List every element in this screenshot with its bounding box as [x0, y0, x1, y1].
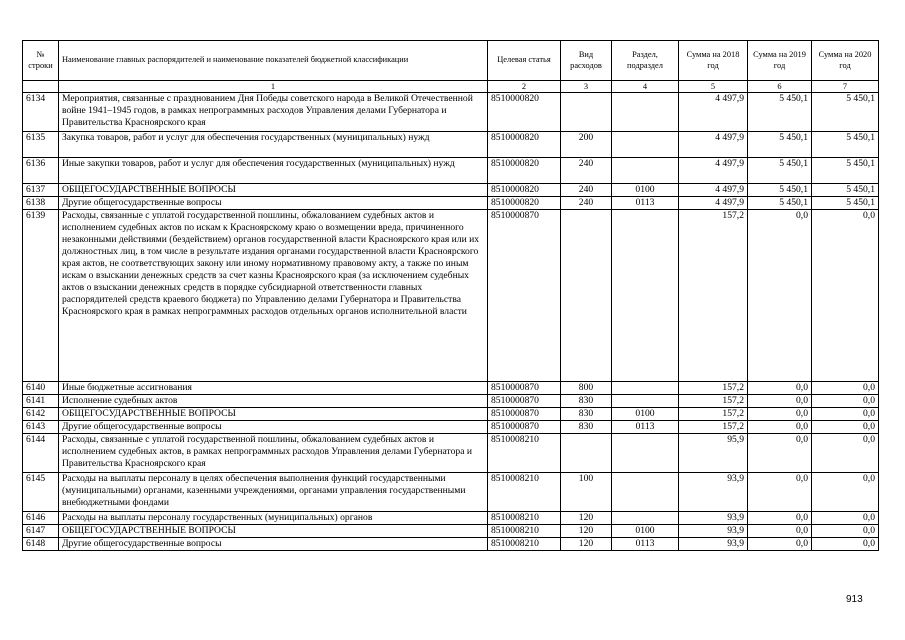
column-number: 7: [812, 81, 879, 93]
column-number: [23, 81, 59, 93]
table-row: [23, 408, 879, 421]
expense-type-cell: 830: [561, 395, 612, 408]
section-cell: [612, 512, 679, 525]
sum-2020-cell: 0,0: [812, 408, 879, 421]
row-name-cell: ОБЩЕГОСУДАРСТВЕННЫЕ ВОПРОСЫ: [59, 525, 488, 538]
target-article-cell: 8510008210: [488, 434, 561, 473]
sum-2020-cell: 0,0: [812, 421, 879, 434]
table-row: [23, 210, 879, 382]
sum-2018-cell: 4 497,9: [679, 158, 748, 184]
table-row: [23, 158, 879, 184]
row-number-cell: 6146: [23, 512, 59, 525]
target-article-cell: 8510008210: [488, 525, 561, 538]
target-article-cell: 8510000870: [488, 210, 561, 382]
table-row: [23, 434, 879, 473]
header-sum-2020: Сумма на 2020 год: [812, 41, 879, 81]
expense-type-cell: 200: [561, 132, 612, 158]
row-number-cell: 6140: [23, 382, 59, 395]
expense-type-cell: 120: [561, 525, 612, 538]
target-article-cell: 8510000820: [488, 132, 561, 158]
row-name-cell: Расходы, связанные с уплатой государственной пошлины, обжалованием судебных актов и исполнением судебных актов по искам к Красноярскому краю о возмещении вреда, причиненного незаконными действиями (бездействием) органов государственной власти Красноярского края или их должностных лиц, в том числе в результате издания органами государственной власти Красноярского края актов, не соответствующих закону или иному нормативному правовому акту, а также по иным искам о взыскании денежных средств за счет казны Красноярского края (за исключением судебных актов о взыскании денежных средств в порядке субсидиарной ответственности главных распорядителей средств краевого бюджета) по Управлению делами Губернатора и Правительства Красноярского края в рамках непрограммных расходов отдельных органов исполнительной власти: [59, 210, 488, 382]
target-article-cell: 8510008210: [488, 473, 561, 512]
section-cell: [612, 93, 679, 132]
row-number-cell: 6139: [23, 210, 59, 382]
row-name-cell: Иные закупки товаров, работ и услуг для обеспечения государственных (муниципальных) нужд: [59, 158, 488, 184]
section-cell: 0113: [612, 538, 679, 551]
sum-2020-cell: 5 450,1: [812, 93, 879, 132]
row-name-cell: Расходы на выплаты персоналу государственных (муниципальных) органов: [59, 512, 488, 525]
sum-2020-cell: 0,0: [812, 210, 879, 382]
expense-type-cell: 120: [561, 538, 612, 551]
sum-2019-cell: 0,0: [748, 395, 812, 408]
sum-2019-cell: 0,0: [748, 408, 812, 421]
section-cell: 0113: [612, 421, 679, 434]
sum-2020-cell: 0,0: [812, 382, 879, 395]
table-row: [23, 473, 879, 512]
section-cell: [612, 434, 679, 473]
sum-2018-cell: 4 497,9: [679, 197, 748, 210]
row-number-cell: 6143: [23, 421, 59, 434]
target-article-cell: 8510008210: [488, 512, 561, 525]
expense-type-cell: 240: [561, 184, 612, 197]
row-name-cell: Другие общегосударственные вопросы: [59, 421, 488, 434]
column-number: 5: [679, 81, 748, 93]
sum-2019-cell: 5 450,1: [748, 93, 812, 132]
header-name: Наименование главных распорядителей и наименование показателей бюджетной классификации: [59, 41, 488, 81]
row-name-cell: ОБЩЕГОСУДАРСТВЕННЫЕ ВОПРОСЫ: [59, 408, 488, 421]
sum-2018-cell: 93,9: [679, 538, 748, 551]
sum-2019-cell: 5 450,1: [748, 132, 812, 158]
section-cell: [612, 395, 679, 408]
expense-type-cell: [561, 93, 612, 132]
row-number-cell: 6144: [23, 434, 59, 473]
sum-2020-cell: 0,0: [812, 395, 879, 408]
column-number: 4: [612, 81, 679, 93]
sum-2018-cell: 93,9: [679, 512, 748, 525]
row-name-cell: Расходы на выплаты персоналу в целях обеспечения выполнения функций государственными (муниципальными) органами, казенными учреждениями, органами управления государственными внебюджетными фондами: [59, 473, 488, 512]
column-number: 1: [59, 81, 488, 93]
expense-type-cell: 830: [561, 421, 612, 434]
sum-2020-cell: 0,0: [812, 434, 879, 473]
sum-2019-cell: 0,0: [748, 538, 812, 551]
target-article-cell: 8510000820: [488, 158, 561, 184]
expense-type-cell: [561, 210, 612, 382]
header-sum-2019: Сумма на 2019 год: [748, 41, 812, 81]
section-cell: 0100: [612, 525, 679, 538]
sum-2019-cell: 5 450,1: [748, 158, 812, 184]
expense-type-cell: 240: [561, 158, 612, 184]
table-row: [23, 132, 879, 158]
column-number: 3: [561, 81, 612, 93]
sum-2020-cell: 0,0: [812, 525, 879, 538]
budget-table: [22, 40, 879, 551]
header-row-num: № строки: [23, 41, 59, 81]
row-number-cell: 6142: [23, 408, 59, 421]
table-row: [23, 93, 879, 132]
section-cell: [612, 382, 679, 395]
sum-2018-cell: 93,9: [679, 473, 748, 512]
row-name-cell: Другие общегосударственные вопросы: [59, 197, 488, 210]
row-number-cell: 6134: [23, 93, 59, 132]
table-row: [23, 538, 879, 551]
expense-type-cell: 100: [561, 473, 612, 512]
sum-2020-cell: 0,0: [812, 538, 879, 551]
table-row: [23, 184, 879, 197]
target-article-cell: 8510000870: [488, 421, 561, 434]
section-cell: 0113: [612, 197, 679, 210]
sum-2019-cell: 0,0: [748, 210, 812, 382]
row-name-cell: ОБЩЕГОСУДАРСТВЕННЫЕ ВОПРОСЫ: [59, 184, 488, 197]
row-number-cell: 6136: [23, 158, 59, 184]
header-section: Раздел, подраздел: [612, 41, 679, 81]
target-article-cell: 8510000870: [488, 408, 561, 421]
sum-2018-cell: 157,2: [679, 382, 748, 395]
row-number-cell: 6145: [23, 473, 59, 512]
row-number-cell: 6147: [23, 525, 59, 538]
table-row: [23, 421, 879, 434]
table-row: [23, 382, 879, 395]
expense-type-cell: 830: [561, 408, 612, 421]
section-cell: [612, 210, 679, 382]
sum-2019-cell: 5 450,1: [748, 184, 812, 197]
expense-type-cell: [561, 434, 612, 473]
section-cell: 0100: [612, 408, 679, 421]
column-numbers-row: [23, 81, 879, 93]
expense-type-cell: 800: [561, 382, 612, 395]
sum-2019-cell: 0,0: [748, 525, 812, 538]
table-row: [23, 197, 879, 210]
target-article-cell: 8510000820: [488, 93, 561, 132]
expense-type-cell: 240: [561, 197, 612, 210]
section-cell: 0100: [612, 184, 679, 197]
row-name-cell: Другие общегосударственные вопросы: [59, 538, 488, 551]
sum-2018-cell: 93,9: [679, 525, 748, 538]
sum-2020-cell: 5 450,1: [812, 158, 879, 184]
row-number-cell: 6138: [23, 197, 59, 210]
expense-type-cell: 120: [561, 512, 612, 525]
row-name-cell: Мероприятия, связанные с празднованием Дня Победы советского народа в Великой Отечественной войне 1941–1945 годов, в рамках непрограммных расходов Управления делами Губернатора и Правительства Красноярского края: [59, 93, 488, 132]
sum-2018-cell: 157,2: [679, 395, 748, 408]
sum-2018-cell: 157,2: [679, 421, 748, 434]
sum-2018-cell: 4 497,9: [679, 93, 748, 132]
column-number: 2: [488, 81, 561, 93]
sum-2020-cell: 5 450,1: [812, 197, 879, 210]
sum-2018-cell: 157,2: [679, 408, 748, 421]
target-article-cell: 8510000870: [488, 395, 561, 408]
sum-2020-cell: 5 450,1: [812, 132, 879, 158]
sum-2020-cell: 5 450,1: [812, 184, 879, 197]
section-cell: [612, 473, 679, 512]
sum-2020-cell: 0,0: [812, 512, 879, 525]
row-number-cell: 6137: [23, 184, 59, 197]
page-number: 913: [846, 594, 863, 605]
sum-2018-cell: 4 497,9: [679, 132, 748, 158]
target-article-cell: 8510000820: [488, 197, 561, 210]
header-target: Целевая статья: [488, 41, 561, 81]
section-cell: [612, 158, 679, 184]
target-article-cell: 8510000820: [488, 184, 561, 197]
sum-2019-cell: 0,0: [748, 473, 812, 512]
sum-2020-cell: 0,0: [812, 473, 879, 512]
row-name-cell: Расходы, связанные с уплатой государственной пошлины, обжалованием судебных актов и исполнением судебных актов, в рамках непрограммных расходов Управления делами Губернатора и Правительства Красноярского края: [59, 434, 488, 473]
sum-2018-cell: 95,9: [679, 434, 748, 473]
row-number-cell: 6135: [23, 132, 59, 158]
table-row: [23, 395, 879, 408]
column-number: 6: [748, 81, 812, 93]
row-name-cell: Иные бюджетные ассигнования: [59, 382, 488, 395]
header-row: [23, 41, 879, 81]
target-article-cell: 8510008210: [488, 538, 561, 551]
table-row: [23, 525, 879, 538]
sum-2019-cell: 0,0: [748, 421, 812, 434]
sum-2018-cell: 4 497,9: [679, 184, 748, 197]
row-name-cell: Исполнение судебных актов: [59, 395, 488, 408]
sum-2019-cell: 0,0: [748, 434, 812, 473]
table-row: [23, 512, 879, 525]
sum-2019-cell: 0,0: [748, 512, 812, 525]
row-name-cell: Закупка товаров, работ и услуг для обеспечения государственных (муниципальных) нужд: [59, 132, 488, 158]
table-body: [23, 93, 879, 551]
target-article-cell: 8510000870: [488, 382, 561, 395]
row-number-cell: 6141: [23, 395, 59, 408]
row-number-cell: 6148: [23, 538, 59, 551]
sum-2019-cell: 0,0: [748, 382, 812, 395]
sum-2019-cell: 5 450,1: [748, 197, 812, 210]
section-cell: [612, 132, 679, 158]
header-sum-2018: Сумма на 2018 год: [679, 41, 748, 81]
header-expense-type: Вид расходов: [561, 41, 612, 81]
sum-2018-cell: 157,2: [679, 210, 748, 382]
